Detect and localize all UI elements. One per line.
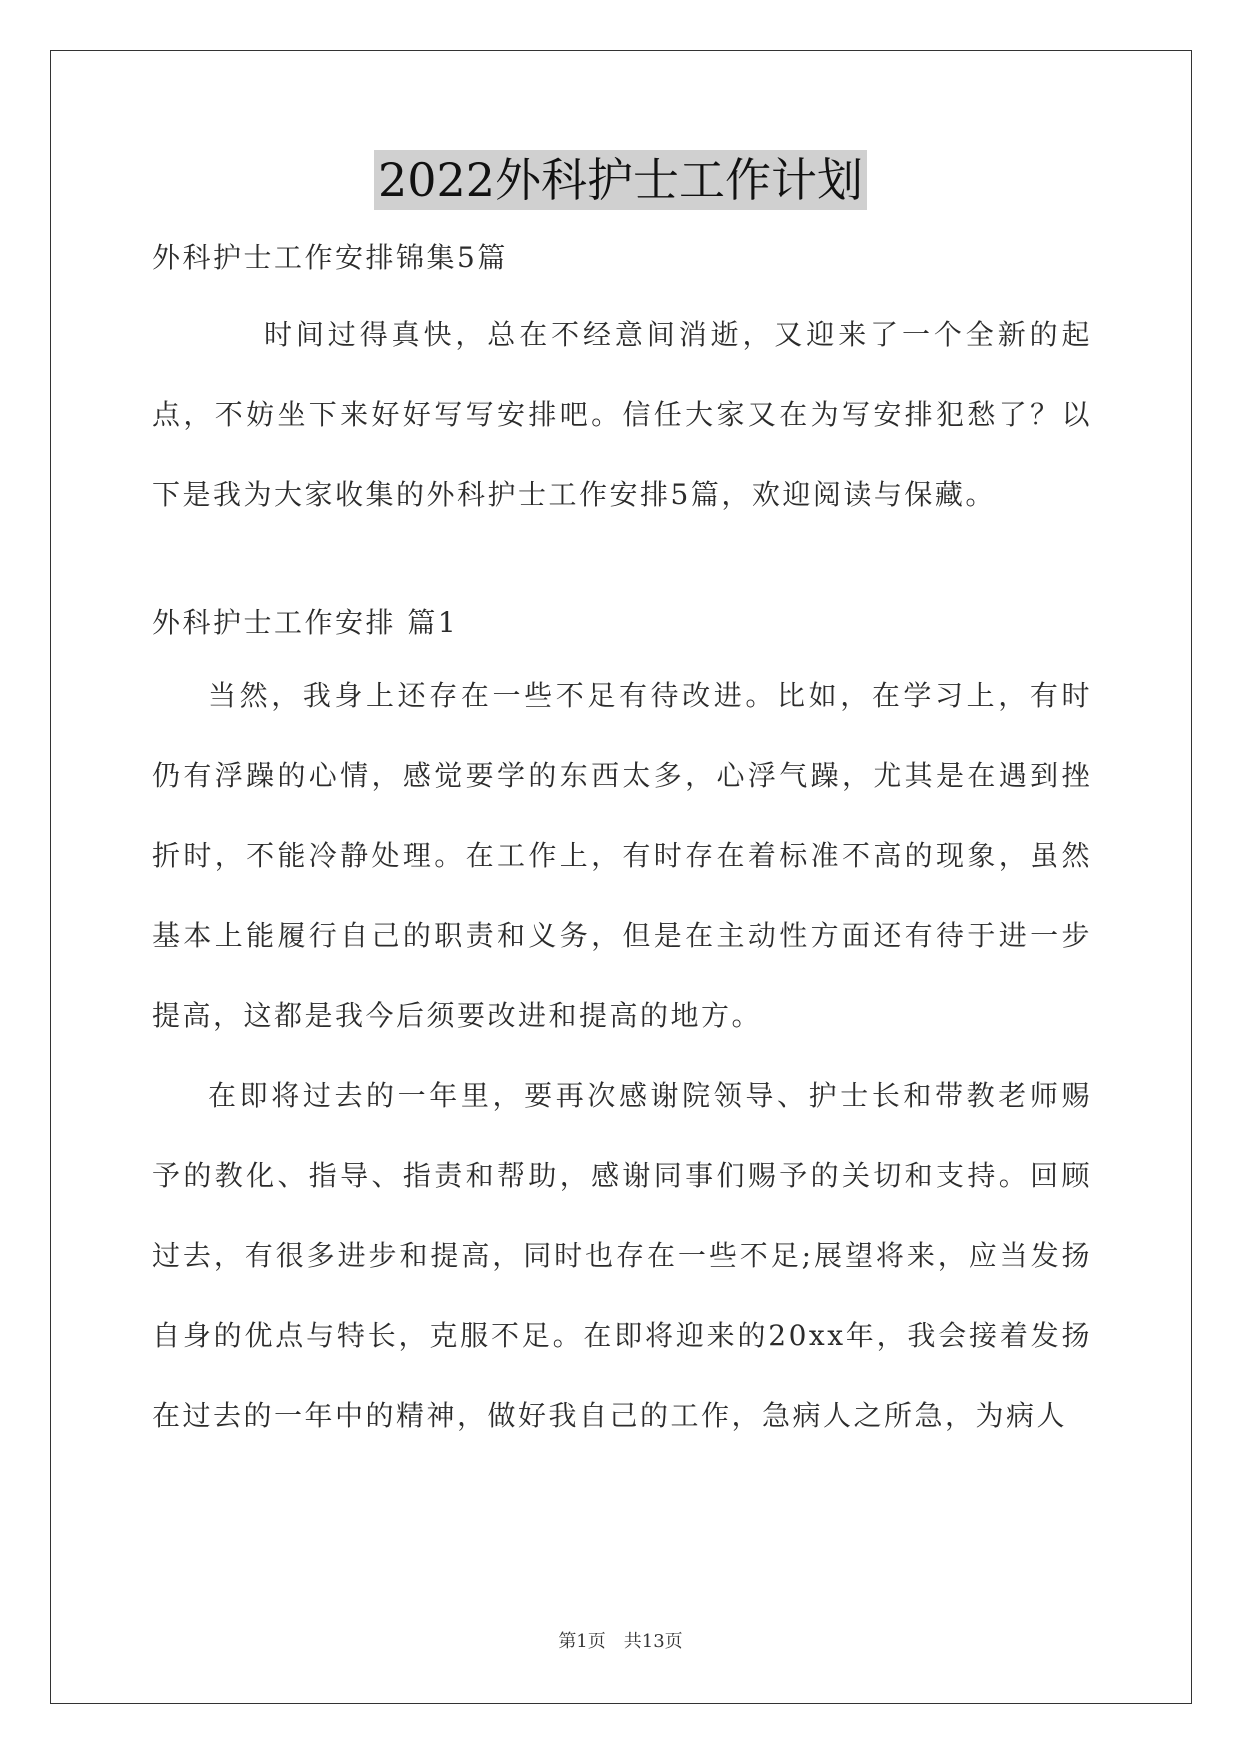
subtitle-block	[152, 238, 1092, 278]
body-paragraph-2: 在即将过去的一年里，要再次感谢院领导、护士长和带教老师赐予的教化、指导、指责和帮助，感谢同事们赐予的关切和支持。回顾过去，有很多进步和提高，同时也存在一些不足;展望将来，应当发扬自身的优点与特长，克服不足。在即将迎来的20xx年，我会接着发扬在过去的一年中的精神，做好我自己的工作，急病人之所急，为病人	[152, 1079, 1092, 1432]
title-container	[0, 150, 1241, 210]
intro-block	[152, 295, 1092, 535]
section-heading: 外科护士工作安排 篇1	[152, 606, 459, 639]
body-paragraph-1: 当然，我身上还存在一些不足有待改进。比如，在学习上，有时仍有浮躁的心情，感觉要学的东西太多，心浮气躁，尤其是在遇到挫折时，不能冷静处理。在工作上，有时存在着标准不高的现象，虽然基本上能履行自己的职责和义务，但是在主动性方面还有待于进一步提高，这都是我今后须要改进和提高的地方。	[152, 679, 1092, 1032]
section1-body	[152, 656, 1092, 1456]
section1-heading-block	[152, 603, 1092, 643]
document-title: 2022外科护士工作计划	[374, 150, 867, 210]
page-footer	[0, 1627, 1241, 1653]
page-number: 第1页 共13页	[558, 1631, 683, 1652]
intro-paragraph: 时间过得真快，总在不经意间消逝，又迎来了一个全新的起点，不妨坐下来好好写写安排吧。信任大家又在为写安排犯愁了？以下是我为大家收集的外科护士工作安排5篇，欢迎阅读与保藏。	[152, 318, 1092, 511]
document-subtitle: 外科护士工作安排锦集5篇	[152, 241, 508, 274]
